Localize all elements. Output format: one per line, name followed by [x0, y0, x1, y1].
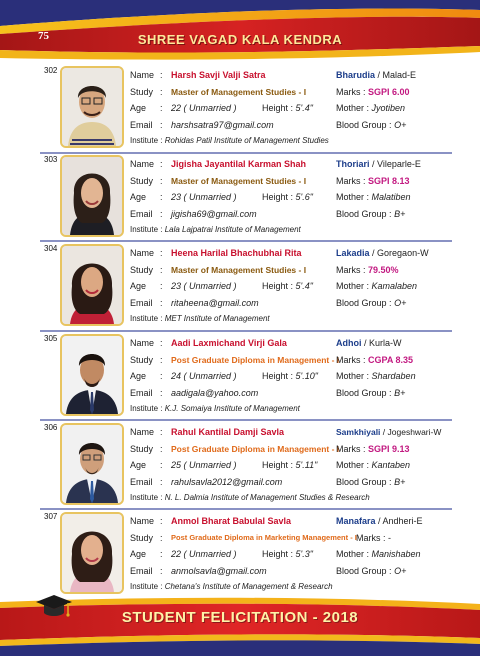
- height-value: 5'.11": [295, 460, 318, 470]
- institute-name: MET Institute of Management: [164, 314, 270, 323]
- student-record: 302 Name : Harsh Savji Valji Satra Bharudia / Malad-E Study : Master of Management Studies - I Marks : SGPI 6.00 Age : 22 ( Unmarried ) Height : 5'.4" Mother : Jyotiben Email : harshsatra97@gmail.com Blood Group : O+ Institute : Rohidas Patil Institute of Management Studies: [40, 64, 452, 152]
- marks-value: CGPA 8.35: [368, 355, 414, 365]
- residence-location: / Malad-E: [377, 70, 417, 80]
- email-value: harshsatra97@gmail.com: [171, 120, 274, 130]
- native-village: Samkhiyali: [336, 427, 381, 437]
- student-name: Heena Harilal Bhachubhai Rita: [171, 248, 302, 258]
- institute-name: K.J. Somaiya Institute of Management: [164, 404, 300, 413]
- student-name: Aadi Laxmichand Virji Gala: [171, 338, 287, 348]
- mother-name: Jyotiben: [371, 103, 406, 113]
- record-number: 306: [44, 423, 58, 432]
- blood-group-value: O+: [394, 298, 407, 308]
- age-value: 24 ( Unmarried ): [171, 371, 237, 381]
- email-value: aadigala@yahoo.com: [171, 388, 259, 398]
- mother-name: Malatiben: [371, 192, 411, 202]
- student-record: 306 Name : Rahul Kantilal Damji Savla Samkhiyali / Jogeshwari-W Study : Post Graduate Diploma in Management - I Marks : SGPI 9.13 Age : 25 ( Unmarried ) Height : 5'.11" Mother : Kantaben Email : rahulsavla2012@gmail.com Blood Group : B+ Institute : N. L. Dalmia Institute of Management Studies & Research: [40, 421, 452, 509]
- height-value: 5'.4": [295, 281, 313, 291]
- student-record: 305 Name : Aadi Laxmichand Virji Gala Adhoi / Kurla-W Study : Post Graduate Diploma in Management - I Marks : CGPA 8.35 Age : 24 ( Unmarried ) Height : 5'.10" Mother : Shardaben Email : aadigala@yahoo.com Blood Group : B+ Institute : K.J. Somaiya Institute of Management: [40, 332, 452, 420]
- name-label: Name: [130, 70, 155, 80]
- blood-group-value: O+: [394, 566, 407, 576]
- native-village: Thoriari: [336, 159, 370, 169]
- record-number: 302: [44, 66, 58, 75]
- marks-value: SGPI 8.13: [368, 176, 410, 186]
- mother-name: Shardaben: [371, 371, 416, 381]
- residence-location: / Kurla-W: [364, 338, 402, 348]
- age-value: 25 ( Unmarried ): [171, 460, 237, 470]
- student-name: Harsh Savji Valji Satra: [171, 70, 266, 80]
- record-number: 304: [44, 244, 58, 253]
- footer-title: STUDENT FELICITATION - 2018: [121, 609, 359, 626]
- email-value: anmolsavla@gmail.com: [171, 566, 267, 576]
- institute-name: Chetana's Institute of Management & Research: [164, 582, 333, 591]
- course: Master of Management Studies - I: [171, 265, 307, 275]
- email-value: rahulsavla2012@gmail.com: [171, 477, 283, 487]
- age-value: 22 ( Unmarried ): [171, 103, 237, 113]
- age-value: 23 ( Unmarried ): [171, 281, 237, 291]
- record-number: 307: [44, 512, 58, 521]
- institute-name: N. L. Dalmia Institute of Management Studies & Research: [164, 493, 370, 502]
- student-name: Jigisha Jayantilal Karman Shah: [171, 159, 307, 169]
- course: Master of Management Studies - I: [171, 176, 307, 186]
- marks-value: SGPI 9.13: [368, 444, 410, 454]
- course: Post Graduate Diploma in Management - I: [171, 355, 340, 365]
- height-value: 5'.10": [295, 371, 318, 381]
- marks-value: SGPI 6.00: [368, 87, 410, 97]
- institute-name: Lala Lajpatrai Institute of Management: [164, 225, 301, 234]
- email-value: jigisha69@gmail.com: [171, 209, 257, 219]
- blood-group-value: O+: [394, 120, 407, 130]
- blood-group-value: B+: [394, 477, 406, 487]
- page-footer: [0, 592, 480, 656]
- student-record: 307 Name : Anmol Bharat Babulal Savla Manafara / Andheri-E Study : Post Graduate Diploma in Marketing Management - I Marks : - Age : 22 ( Unmarried ) Height : 5'.3" Mother : Manishaben Email : anmolsavla@gmail.com Blood Group : O+ Institute : Chetana's Institute of Management & Research: [40, 510, 452, 598]
- mother-name: Manishaben: [371, 549, 421, 559]
- native-village: Adhoi: [336, 338, 362, 348]
- mother-name: Kantaben: [371, 460, 411, 470]
- native-village: Lakadia: [336, 248, 370, 258]
- record-number: 305: [44, 334, 58, 343]
- student-photo: [60, 155, 124, 237]
- student-name: Anmol Bharat Babulal Savla: [171, 516, 292, 526]
- page-header: [0, 0, 480, 62]
- marks-value: 79.50%: [368, 265, 399, 275]
- student-photo: [60, 334, 124, 416]
- mother-name: Kamalaben: [371, 281, 418, 291]
- student-photo: [60, 66, 124, 148]
- student-photo: [60, 244, 124, 326]
- course: Post Graduate Diploma in Management - I: [171, 444, 340, 454]
- student-record: 304 Name : Heena Harilal Bhachubhai Rita Lakadia / Goregaon-W Study : Master of Management Studies - I Marks : 79.50% Age : 23 ( Unmarried ) Height : 5'.4" Mother : Kamalaben Email : ritaheena@gmail.com Blood Group : O+ Institute : MET Institute of Management: [40, 242, 452, 330]
- age-value: 23 ( Unmarried ): [171, 192, 237, 202]
- course: Master of Management Studies - I: [171, 87, 307, 97]
- email-value: ritaheena@gmail.com: [171, 298, 259, 308]
- student-photo: [60, 512, 124, 594]
- marks-value: -: [388, 533, 392, 543]
- native-village: Bharudia: [336, 70, 376, 80]
- age-value: 22 ( Unmarried ): [171, 549, 237, 559]
- course: Post Graduate Diploma in Marketing Management - I: [171, 533, 357, 542]
- organization-title: SHREE VAGAD KALA KENDRA: [137, 32, 343, 47]
- residence-location: / Goregaon-W: [372, 248, 429, 258]
- residence-location: / Vileparle-E: [372, 159, 421, 169]
- residence-location: / Andheri-E: [378, 516, 423, 526]
- height-value: 5'.3": [295, 549, 313, 559]
- blood-group-value: B+: [394, 388, 406, 398]
- record-number: 303: [44, 155, 58, 164]
- blood-group-value: B+: [394, 209, 406, 219]
- height-value: 5'.6": [295, 192, 313, 202]
- native-village: Manafara: [336, 516, 376, 526]
- residence-location: / Jogeshwari-W: [382, 427, 442, 437]
- student-name: Rahul Kantilal Damji Savla: [171, 427, 285, 437]
- student-record: 303 Name : Jigisha Jayantilal Karman Shah Thoriari / Vileparle-E Study : Master of Management Studies - I Marks : SGPI 8.13 Age : 23 ( Unmarried ) Height : 5'.6" Mother : Malatiben Email : jigisha69@gmail.com Blood Group : B+ Institute : Lala Lajpatrai Institute of Management: [40, 153, 452, 241]
- institute-name: Rohidas Patil Institute of Management Studies: [164, 136, 329, 145]
- student-photo: [60, 423, 124, 505]
- page-number: 75: [38, 30, 49, 42]
- height-value: 5'.4": [295, 103, 313, 113]
